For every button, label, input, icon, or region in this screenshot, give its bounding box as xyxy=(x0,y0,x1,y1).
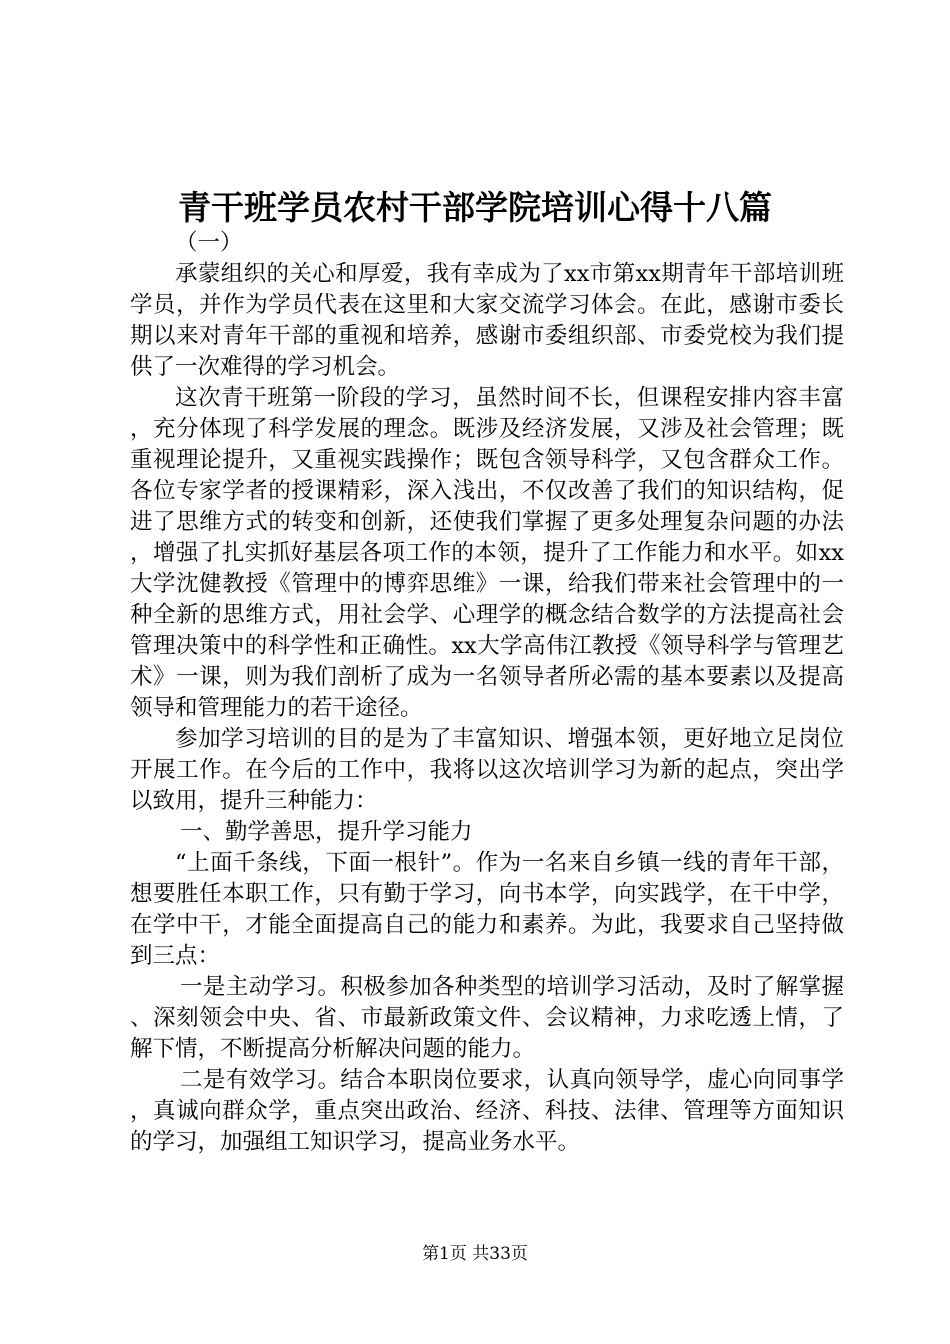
page-footer: 第1页 共33页 xyxy=(422,1244,528,1264)
paragraph-section-number: （一） xyxy=(175,230,243,256)
document-body xyxy=(130,228,844,1158)
paragraph-learning-need: “上面千条线，下面一根针”。作为一名来自乡镇一线的青年干部，想要胜任本职工作，只有勤于学习，向书本学，向实践学，在干中学，在学中干，才能全面提高自己的能力和素养。为此，我要求自己坚持做到三点： xyxy=(130,850,844,969)
paragraph-intro: 承蒙组织的关心和厚爱，我有幸成为了xx市第xx期青年干部培训班学员，并作为学员代表在这里和大家交流学习体会。在此，感谢市委长期以来对青年干部的重视和培养，感谢市委组织部、市委党校为我们提供了一次难得的学习机会。 xyxy=(130,261,844,380)
section-heading-learning: 一、勤学善思，提升学习能力 xyxy=(180,819,473,845)
paragraph-active-learning: 一是主动学习。积极参加各种类型的培训学习活动，及时了解掌握、深刻领会中央、省、市最新政策文件、会议精神，力求吃透上情，了解下情，不断提高分析解决问题的能力。 xyxy=(130,974,844,1062)
document-title: 青干班学员农村干部学院培训心得十八篇 xyxy=(178,188,772,227)
paragraph-purpose: 参加学习培训的目的是为了丰富知识、增强本领，更好地立足岗位开展工作。在今后的工作中，我将以这次培训学习为新的起点，突出学以致用，提升三种能力： xyxy=(130,726,844,814)
paragraph-effective-learning: 二是有效学习。结合本职岗位要求，认真向领导学，虚心向同事学，真诚向群众学，重点突出政治、经济、科技、法律、管理等方面知识的学习，加强组工知识学习，提高业务水平。 xyxy=(130,1067,844,1155)
paragraph-course-review: 这次青干班第一阶段的学习，虽然时间不长，但课程安排内容丰富，充分体现了科学发展的理念。既涉及经济发展，又涉及社会管理；既重视理论提升，又重视实践操作；既包含领导科学，又包含群众工作。各位专家学者的授课精彩，深入浅出，不仅改善了我们的知识结构，促进了思维方式的转变和创新，还使我们掌握了更多处理复杂问题的办法，增强了扎实抓好基层各项工作的本领，提升了工作能力和水平。如xx大学沈健教授《管理中的博弈思维》一课，给我们带来社会管理中的一种全新的思维方式，用社会学、心理学的概念结合数学的方法提高社会管理决策中的科学性和正确性。xx大学高伟江教授《领导科学与管理艺术》一课，则为我们剖析了成为一名领导者所必需的基本要素以及提高领导和管理能力的若干途径。 xyxy=(130,385,844,721)
